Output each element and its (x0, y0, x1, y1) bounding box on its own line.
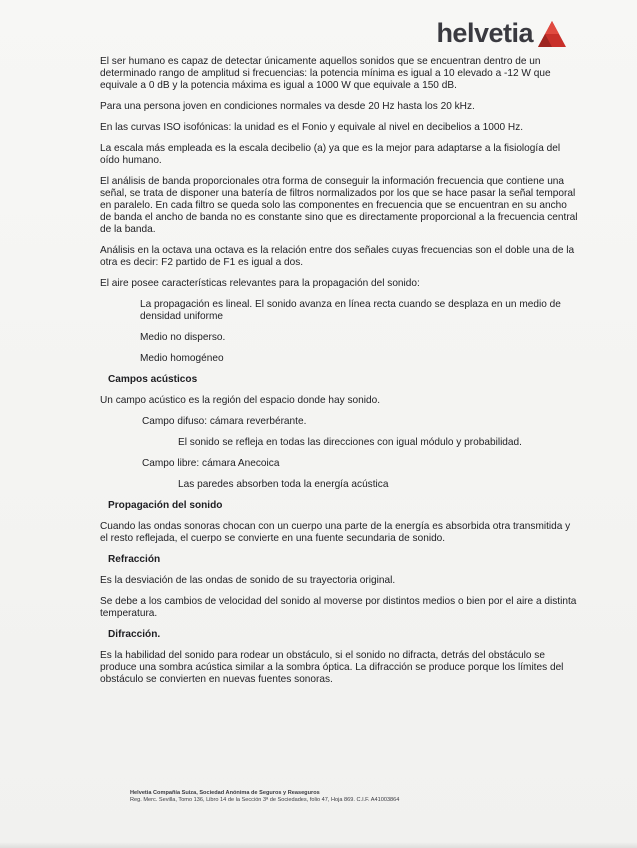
indented-paragraph: Campo difuso: cámara reverbérante. (142, 416, 307, 427)
footer-company: Helvetia Compañía Suiza, Sociedad Anónima de Seguros y Reaseguros (130, 790, 320, 796)
indented-paragraph: La propagación es lineal. El sonido avanza en línea recta cuando se desplaza en un medio de densidad uniforme (140, 299, 561, 322)
footer-registry: Reg. Merc. Sevilla, Tomo 136, Libro 14 de la Sección 3ª de Sociedades, folio 47, Hoja 869. C.I.F. A41003864 (130, 797, 400, 803)
paragraph: Es la habilidad del sonido para rodear un obstáculo, si el sonido no difracta, detrás del obstáculo se produce una sombra acústica similar a la sombra óptica. La difracción se produce porque los límites del obstáculo se convierten en nuevas fuentes sonoras. (100, 650, 564, 685)
indented-paragraph: Las paredes absorben toda la energía acústica (178, 479, 389, 490)
indented-paragraph: Medio no disperso. (140, 332, 226, 343)
indented-paragraph: Campo libre: cámara Anecoica (142, 458, 280, 469)
section-heading: Campos acústicos (108, 374, 198, 385)
document-body (100, 56, 578, 695)
paragraph: El ser humano es capaz de detectar únicamente aquellos sonidos que se encuentran dentro de un determinado rango de amplitud si frecuencias: la potencia mínima es igual a 10 elevado a -12 W que equivale a 0 dB y la potencia máxima es igual a 1000 W que equivale a 150 dB. (100, 56, 551, 91)
paragraph: Un campo acústico es la región del espacio donde hay sonido. (100, 395, 380, 406)
paragraph: Se debe a los cambios de velocidad del sonido al moverse por distintos medios o bien por el aire a distinta temperatura. (100, 596, 577, 619)
paragraph: El aire posee características relevantes para la propagación del sonido: (100, 278, 420, 289)
brand-logo (436, 18, 567, 49)
paragraph: En las curvas ISO isofónicas: la unidad es el Fonio y equivale al nivel en decibelios a 1000 Hz. (100, 122, 524, 133)
section-heading: Refracción (108, 554, 161, 565)
legal-footer (130, 790, 550, 804)
page-edge (0, 842, 637, 848)
logo-triangle-icon (537, 19, 567, 49)
paragraph: Para una persona joven en condiciones normales va desde 20 Hz hasta los 20 kHz. (100, 101, 475, 112)
indented-paragraph: Medio homogéneo (140, 353, 224, 364)
paragraph: El análisis de banda proporcionales otra forma de conseguir la información frecuencia que contiene una señal, se trata de disponer una batería de filtros normalizados por los que se hace pasar la señal temporal en paralelo. En cada filtro se queda solo las componentes en frecuencia que se encuentran en su ancho de banda el ancho de banda no es constante sino que es directamente proporcional a la frecuencia central de la banda. (100, 176, 578, 235)
paragraph: Es la desviación de las ondas de sonido de su trayectoria original. (100, 575, 396, 586)
section-heading: Difracción. (108, 629, 161, 640)
logo-text: helvetia (436, 18, 533, 48)
paragraph: Análisis en la octava una octava es la relación entre dos señales cuyas frecuencias son el doble una de la otra es decir: F2 partido de F1 es igual a dos. (100, 245, 575, 268)
indented-paragraph: El sonido se refleja en todas las direcciones con igual módulo y probabilidad. (178, 437, 522, 448)
section-heading: Propagación del sonido (108, 500, 223, 511)
paragraph: Cuando las ondas sonoras chocan con un cuerpo una parte de la energía es absorbida otra transmitida y el resto reflejada, el cuerpo se convierte en una fuente secundaria de sonido. (100, 521, 571, 544)
paragraph: La escala más empleada es la escala decibelio (a) ya que es la mejor para adaptarse a la fisiología del oído humano. (100, 143, 561, 166)
